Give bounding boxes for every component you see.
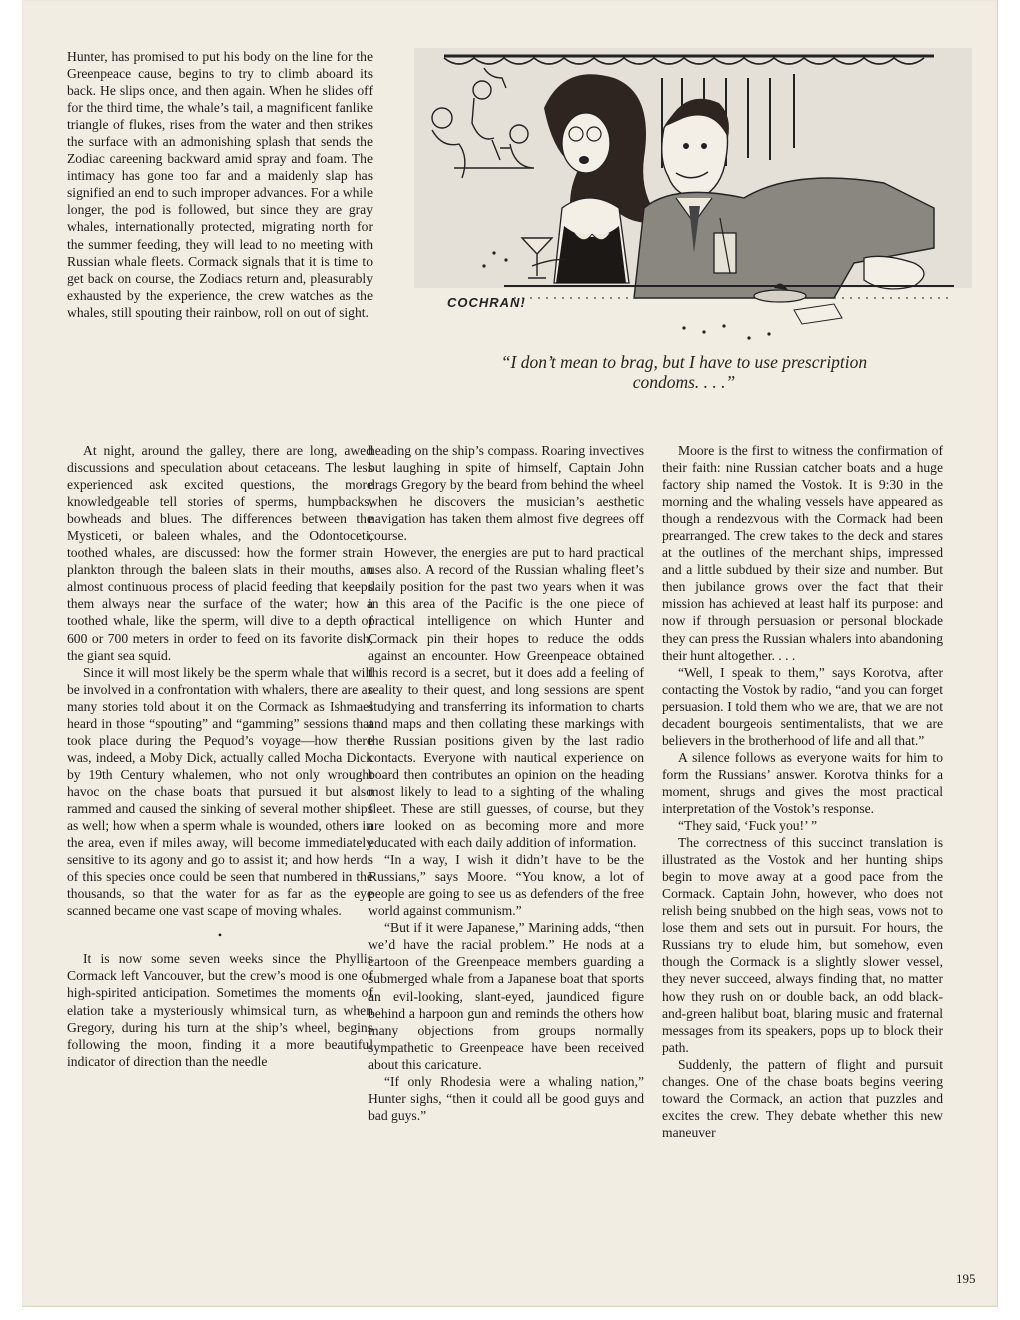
- paragraph: At night, around the galley, there are long, awed discussions and speculation about cetaceans. The less experienced ask excited questions, the more knowledgeable tell stories of sperms, humpbacks, bowheads and blues. The differences between the Mysticeti, or baleen whales, and the Odontoceti, toothed whales, are discussed: how the former strain plankton through the baleen slats in their mouths, an almost continuous process of placid feeding that keeps them always near the surface of the water; how a toothed whale, like the sperm, will dive to a depth of 600 or 700 meters in order to feed on its favorite dish, the giant sea squid.: [67, 443, 373, 663]
- paragraph: “If only Rhodesia were a whaling nation,” Hunter sighs, “then it could all be good guys and bad guys.”: [368, 1073, 644, 1123]
- paragraph: Since it will most likely be the sperm whale that will be involved in a confrontation with whalers, there are as many stories told about it on the Cormack as Ishmael heard in those “spouting” and “gamming” sessions that took place during the Pequod’s voyage—how there was, indeed, a Moby Dick, actually called Mocha Dick by 19th Century whalemen, who not only wrought havoc on the chase boats that pursued it but also rammed and caused the sinking of several mother ships as well; how when a sperm whale is wounded, others in the area, even if miles away, will become immediately sensitive to its agony and go to assist it; and how herds of this species once could be seen that numbered in the thousands, so that the water for as far as the eye scanned became one vast scape of moving whales.: [67, 664, 373, 919]
- paragraph: A silence follows as everyone waits for him to form the Russians’ answer. Korotva thinks for a moment, shrugs and gives the most practical interpretation of the Vostok’s response.: [662, 749, 943, 816]
- paragraph: “They said, ‘Fuck you!’ ”: [678, 818, 818, 834]
- cartoon-illustration: [414, 48, 972, 353]
- cartoon-caption: “I don’t mean to brag, but I have to use prescription condoms. . . .”: [500, 352, 868, 392]
- page-number: 195: [956, 1271, 976, 1286]
- paragraph: Suddenly, the pattern of flight and pursuit changes. One of the chase boats begins veering toward the Cormack, an action that puzzles and excites the crew. They debate whether this new maneuver: [662, 1056, 943, 1140]
- article-column-2: [368, 442, 644, 1124]
- paragraph: “Well, I speak to them,” says Korotva, after contacting the Vostok by radio, “and you can forget persuasion. I told them who we are, that we are not decadent bourgeois sentimentalists, that we are believers in the brotherhood of life and all that.”: [662, 664, 943, 748]
- paragraph: It is now some seven weeks since the Phyllis Cormack left Vancouver, but the crew’s mood is one of high-spirited anticipation. Sometimes the moments of elation take a mysteriously whimsical turn, as when Gregory, during his turn at the ship’s wheel, begins following the moon, finding it a more beautiful indicator of direction than the needle: [67, 951, 373, 1069]
- cartoon-signature: COCHRAN!: [447, 295, 526, 310]
- paragraph: However, the energies are put to hard practical uses also. A record of the Russian whaling fleet’s daily position for the past two years when it was in this area of the Pacific is the one piece of practical intelligence on which Hunter and Cormack pin their hopes to reduce the odds against an encounter. How Greenpeace obtained this record is a secret, but it does add a feeling of reality to their quest, and long sessions are spent studying and transferring its information to charts and maps and then collating these markings with the Russian positions given by the last radio contacts. Everyone with nautical experience on board then contributes an opinion on the heading most likely to lead to a sighting of the whaling fleet. These are still guesses, of course, but they are looked on as becoming more and more educated with each daily addition of information.: [368, 545, 644, 851]
- paragraph: The correctness of this succinct translation is illustrated as the Vostok and her hunting ships begin to move away at a good pace from the Cormack. Captain John, however, who does not relish being snubbed on the high seas, vows not to lose them and sets out in pursuit. For hours, the Russians try to elude him, but somehow, even though the Cormack is a slightly slower vessel, they never succeed, always finding that, no matter how they rush on or double back, an odd black-and-green halibut boat, blaring music and fraternal messages from its speakers, pops up to block their path.: [662, 835, 943, 1055]
- section-break: •: [217, 928, 223, 943]
- magazine-page: [22, 0, 998, 1307]
- paragraph: “In a way, I wish it didn’t have to be the Russians,” says Moore. “You know, a lot of people are going to see us as defenders of the free world against communism.”: [368, 852, 644, 919]
- paragraph: heading on the ship’s compass. Roaring invectives but laughing in spite of himself, Captain John drags Gregory by the beard from behind the wheel when he discovers the musician’s aesthetic navigation has taken them almost five degrees off course.: [368, 443, 644, 544]
- article-column-1-top: [67, 48, 373, 321]
- paragraph: “But if it were Japanese,” Marining adds, “then we’d have the racial problem.” He nods at a cartoon of the Greenpeace members guarding a submerged whale from a Japanese boat that sports an evil-looking, slant-eyed, jaundiced figure behind a harpoon gun and reminds the others how many objections from groups normally sympathetic to Greenpeace have been received about this caricature.: [368, 920, 644, 1072]
- article-column-1: [67, 442, 373, 1070]
- article-column-3: [662, 442, 943, 1141]
- paragraph: Hunter, has promised to put his body on the line for the Greenpeace cause, begins to try to climb aboard its back. He slips once, and then again. When he slides off for the third time, the whale’s tail, a magnificent fanlike triangle of flukes, rises from the water and then strikes the surface with an admonishing splash that sends the Zodiac careening backward amid spray and foam. The intimacy has gone too far and a maidenly slap has signified an end to such improper advances. For a while longer, the pod is followed, but since they are gray whales, internationally protected, migrating north for the summer feeding, they will lead to no meeting with Russian whale fleets. Cormack signals that it is time to get back on course, the Zodiacs return and, pleasurably exhausted by the experience, the crew watches as the whales, still spouting their rainbow, roll on out of sight.: [67, 49, 373, 320]
- paragraph: Moore is the first to witness the confirmation of their faith: nine Russian catcher boats and a huge factory ship named the Vostok. It is 9:30 in the morning and the whaling vessels have appeared as though a rendezvous with the Cormack had been prearranged. The crew takes to the deck and stares at the outlines of the merchant ships, impressed and a little subdued by their size and number. But then jubilance grows over the fact that their mission has achieved at least half its purpose: and now if through persuasion or personal blockade they can press the Russian whalers into abandoning their hunt altogether. . . .: [662, 443, 943, 663]
